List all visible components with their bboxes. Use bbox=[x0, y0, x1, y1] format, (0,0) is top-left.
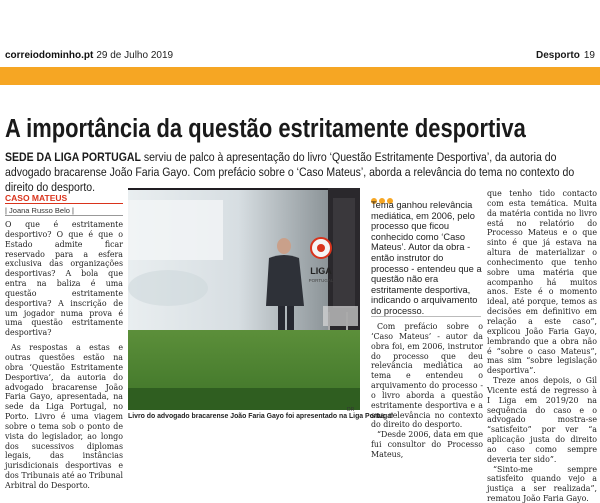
site-name: correiodominho.pt bbox=[5, 50, 94, 61]
paragraph: O que é estritamente desportivo? O que é que o Estado admite ficar reservado para a esfera exclusiva das organizações desportivas? A bola que entra na baliza é uma questão estritamente desportiva? A inscrição de um jogador numa prova é uma questão estritamente desportiva? bbox=[5, 220, 123, 338]
byline-rule bbox=[5, 215, 123, 216]
paragraph: As respostas a estas e outras questões estão na obra ‘Questão Estritamente Desportiva’, da autoria do advogado bracarense João Faria Gayo, apresentada, na sede da Liga Portugal, no Porto. Livro é uma viagem sobre o tema sob o ponto de vista do legislador, ao longo dos sucessivos diplomas legais, das instâncias jurisdicionais desportivas e dos Tribunais até ao Tribunal Arbitral do Desporto. bbox=[5, 343, 123, 490]
screen-logo-text: LIGA bbox=[310, 266, 332, 276]
running-header bbox=[5, 49, 595, 63]
kicker-rule bbox=[5, 203, 123, 204]
paragraph: que tenho tido contacto com esta temática. Muita da matéria contida no livro está no relatório do Processo Mateus e o que sinto é que já estava na altura de materializar o conhecimento que tenho sobre uma matéria que acompanho há muitos anos. Este é o momento ideal, até porque, temos as decisões em definitivo em relação a este caso”, explicou João Faria Gayo, lembrando que a obra não é “sobre o caso Mateus”, mas sim “sobre legislação desportiva”. bbox=[487, 189, 597, 376]
photo-illustration bbox=[128, 188, 360, 410]
column-1 bbox=[5, 220, 123, 491]
page-number: 19 bbox=[583, 50, 595, 61]
article-headline: A importância da questão estritamente desportiva bbox=[5, 115, 526, 143]
paragraph: Com prefácio sobre o ‘Caso Mateus’ - autor da obra foi, em 2006, instrutor do processo que deu relevância mediática ao tema e entendeu o arquivamento do processo - o livro aborda a questão estritamente desportiva e a sua relevância no contexto do direito do desporto. bbox=[371, 322, 483, 430]
photo-credit: DR bbox=[347, 407, 355, 413]
photo-caption: Livro do advogado bracarense João Faria Gayo foi apresentado na Liga Portugal bbox=[128, 413, 393, 420]
paragraph: “Sinto-me sempre satisfeito quando vejo a justiça a ser realizada”, rematou João Faria Gayo. bbox=[487, 464, 597, 503]
column-4 bbox=[487, 189, 597, 503]
pull-quote: Tema ganhou relevância mediática, em 2006, pelo processo que ficou conhecido como ‘Caso Mateus’. Autor da obra - então instrutor do processo - entendeu que a questão não era estritamente desportiva, indicando o arquivamento do processo. bbox=[371, 200, 482, 316]
section-label bbox=[536, 49, 595, 63]
screen-logo-subtext: PORTUGAL bbox=[308, 278, 334, 283]
paragraph: “Desde 2006, data em que fui consultor do Processo Mateus, bbox=[371, 430, 484, 459]
lead-strong: SEDE DA LIGA PORTUGAL bbox=[5, 150, 141, 164]
section-color-bar bbox=[0, 67, 600, 85]
pull-quote-rule bbox=[371, 316, 481, 317]
lead-text: serviu de palco à apresentação do livro ‘Questão Estritamente Desportiva’, da autoria do advogado bracarense João Faria Gayo. Com prefácio sobre o ‘Caso Mateus’, aborda a relevância do tema no contexto do direito do desporto. bbox=[5, 150, 575, 194]
section-name: Desporto bbox=[535, 50, 580, 61]
byline: | Joana Russo Belo | bbox=[5, 206, 74, 215]
paragraph: Treze anos depois, o Gil Vicente está de regresso à I Liga em 2019/20 na sequência do caso e o advogado mostra-se “satisfeito” por ver “a aplicação justa do direito ao caso como sempre deveria ter sido”. bbox=[487, 376, 597, 464]
issue-date: 29 de Julho 2019 bbox=[96, 50, 174, 61]
article-photo bbox=[128, 188, 360, 410]
column-3 bbox=[371, 322, 483, 460]
kicker: CASO MATEUS bbox=[5, 193, 68, 203]
